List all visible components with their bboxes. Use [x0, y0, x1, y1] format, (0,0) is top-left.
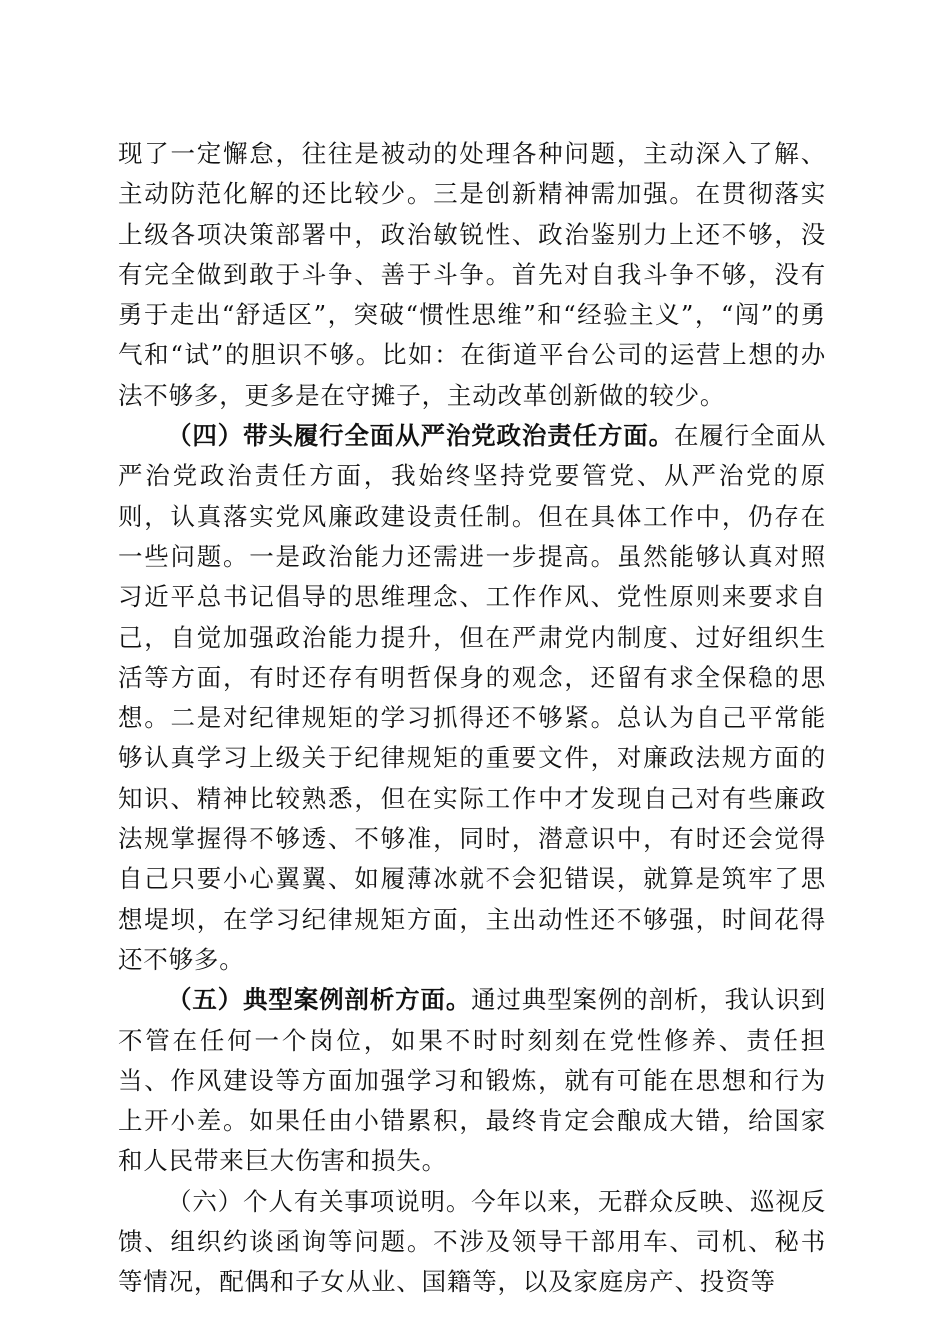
paragraph-case-analysis: [118, 980, 826, 1181]
paragraph-body: 在履行全面从严治党政治责任方面，我始终坚持党要管党、从严治党的原则，认真落实党风廉政建设责任制。但在具体工作中，仍存在一些问题。一是政治能力还需进一步提高。虽然能够认真对照习近平总书记倡导的思维理念、工作作风、党性原则来要求自己，自觉加强政治能力提升，但在严肃党内制度、过好组织生活等方面，有时还存有明哲保身的观念，还留有求全保稳的思想。二是对纪律规矩的学习抓得还不够紧。总认为自己平常能够认真学习上级关于纪律规矩的重要文件，对廉政法规方面的知识、精神比较熟悉，但在实际工作中才发现自己对有些廉政法规掌握得不够透、不够准，同时，潜意识中，有时还会觉得自己只要小心翼翼、如履薄冰就不会犯错误，就算是筑牢了思想堤坝，在学习纪律规矩方面，主出动性还不够强，时间花得还不够多。: [118, 421, 826, 974]
paragraph-body: 现了一定懈怠，往往是被动的处理各种问题，主动深入了解、主动防范化解的还比较少。三是创新精神需加强。在贯彻落实上级各项决策部署中，政治敏锐性、政治鉴别力上还不够，没有完全做到敢于斗争、善于斗争。首先对自我斗争不够，没有勇于走出“舒适区”，突破“惯性思维”和“经验主义”，“闯”的勇气和“试”的胆识不够。比如：在街道平台公司的运营上想的办法不够多，更多是在守摊子，主动改革创新做的较少。: [118, 139, 826, 410]
paragraph-body: 今年以来，无群众反映、巡视反馈、组织约谈函询等问题。不涉及领导干部用车、司机、秘书等情况，配偶和子女从业、国籍等，以及家庭房产、投资等: [118, 1186, 826, 1297]
paragraph-body: 通过典型案例的剖析，我认识到不管在任何一个岗位，如果不时时刻刻在党性修养、责任担当、作风建设等方面加强学习和锻炼，就有可能在思想和行为上开小差。如果任由小错累积，最终肯定会酿成大错，给国家和人民带来巨大伤害和损失。: [118, 985, 826, 1176]
section-heading: （四）带头履行全面从严治党政治责任方面。: [167, 421, 674, 451]
section-heading: （六）个人有关事项说明。: [167, 1186, 472, 1216]
document-page: [118, 134, 826, 1303]
paragraph-personal-matters: [118, 1182, 826, 1303]
paragraph-party-governance: [118, 416, 826, 980]
section-heading: （五）典型案例剖析方面。: [167, 985, 472, 1015]
paragraph-continuation: [118, 134, 826, 416]
